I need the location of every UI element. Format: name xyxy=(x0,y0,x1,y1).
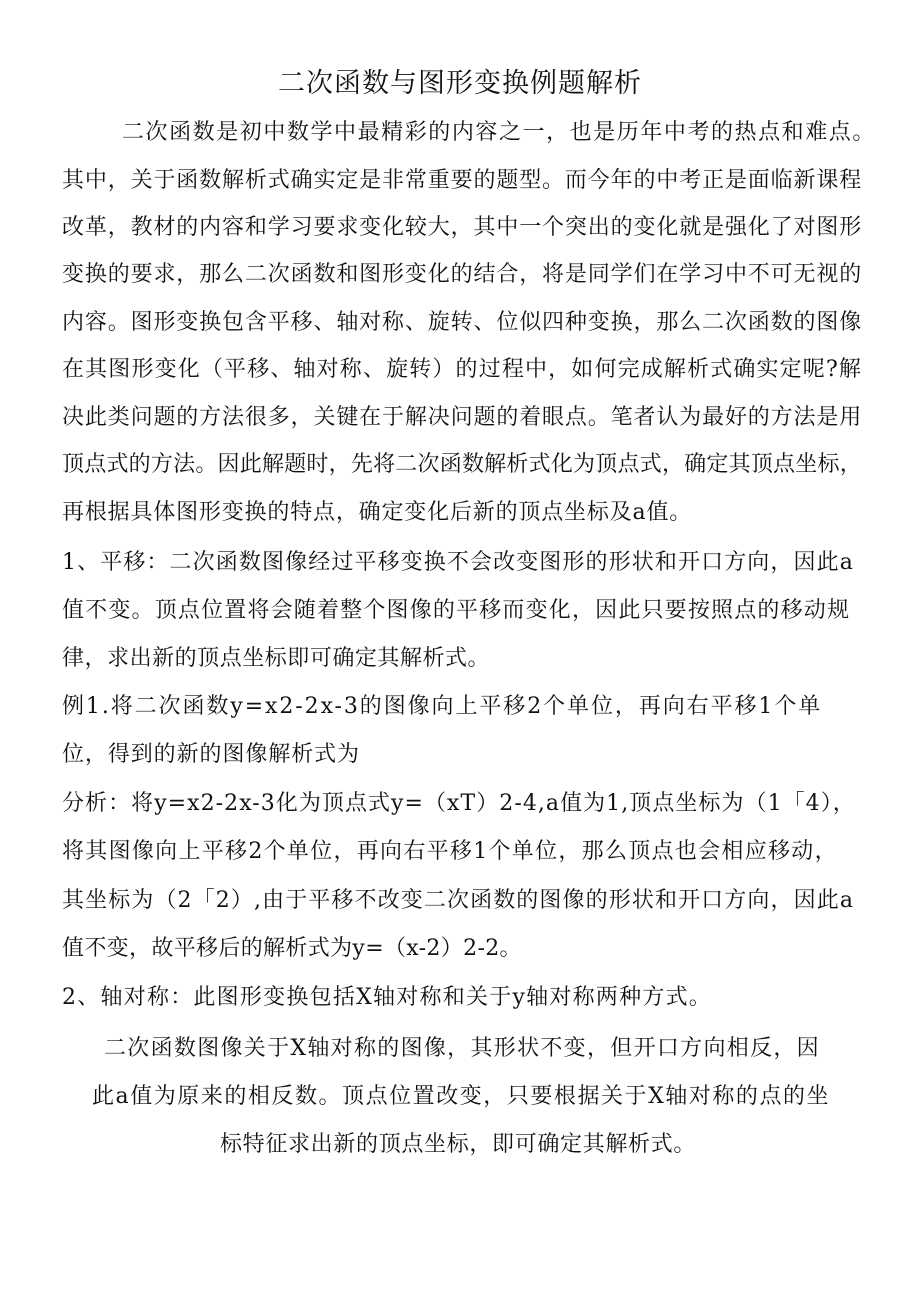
analysis-line: 分析：将y=x2-2x-3化为顶点式y=（xT）2-4,a值为1,顶点坐标为（1「4）， xyxy=(62,791,856,816)
paragraph-line: 改革，教材的内容和学习要求变化较大，其中一个突出的变化就是强化了对图形 xyxy=(62,215,863,240)
paragraph-line: 二次函数是初中数学中最精彩的内容之一，也是历年中考的热点和难点。 xyxy=(122,120,876,145)
paragraph-line: 决此类问题的方法很多，关键在于解决问题的着眼点。笔者认为最好的方法是用 xyxy=(62,405,863,430)
paragraph-line: 标特征求出新的顶点坐标，即可确定其解析式。 xyxy=(220,1132,697,1157)
section-heading-translation: 1、平移：二次函数图像经过平移变换不会改变图形的形状和开口方向，因此a xyxy=(62,550,854,575)
paragraph-line: 二次函数图像关于X轴对称的图像，其形状不变，但开口方向相反，因 xyxy=(104,1036,820,1061)
paragraph-line: 其中，关于函数解析式确实定是非常重要的题型。而今年的中考正是面临新课程 xyxy=(62,168,863,193)
paragraph-line: 此a值为原来的相反数。顶点位置改变，只要根据关于X轴对称的点的坐 xyxy=(92,1084,831,1109)
paragraph-line: 再根据具体图形变换的特点，确定变化后新的顶点坐标及a值。 xyxy=(62,500,693,525)
paragraph-line: 值不变。顶点位置将会随着整个图像的平移而变化，因此只要按照点的移动规 xyxy=(62,598,851,623)
example-line: 例1.将二次函数y=x2-2x-3的图像向上平移2个单位，再向右平移1个单 xyxy=(62,694,823,719)
analysis-line: 其坐标为（2「2）,由于平移不改变二次函数的图像的形状和开口方向，因此a xyxy=(62,888,855,913)
paragraph-line: 在其图形变化（平移、轴对称、旋转）的过程中，如何完成解析式确实定呢?解 xyxy=(62,357,863,382)
document-title: 二次函数与图形变换例题解析 xyxy=(278,68,642,99)
analysis-line: 值不变，故平移后的解析式为y=（x-2）2-2。 xyxy=(62,936,522,961)
example-line: 位，得到的新的图像解析式为 xyxy=(62,742,360,767)
paragraph-line: 变换的要求，那么二次函数和图形变化的结合，将是同学们在学习中不可无视的 xyxy=(62,262,863,287)
analysis-line: 将其图像向上平移2个单位，再向右平移1个单位，那么顶点也会相应移动， xyxy=(62,839,838,864)
paragraph-line: 律，求出新的顶点坐标即可确定其解析式。 xyxy=(62,646,491,671)
paragraph-line: 顶点式的方法。因此解题时，先将二次函数解析式化为顶点式，确定其顶点坐标， xyxy=(62,452,862,477)
paragraph-line: 内容。图形变换包含平移、轴对称、旋转、位似四种变换，那么二次函数的图像 xyxy=(62,310,863,335)
section-heading-axis-symmetry: 2、轴对称：此图形变换包括X轴对称和关于y轴对称两种方式。 xyxy=(62,985,713,1010)
